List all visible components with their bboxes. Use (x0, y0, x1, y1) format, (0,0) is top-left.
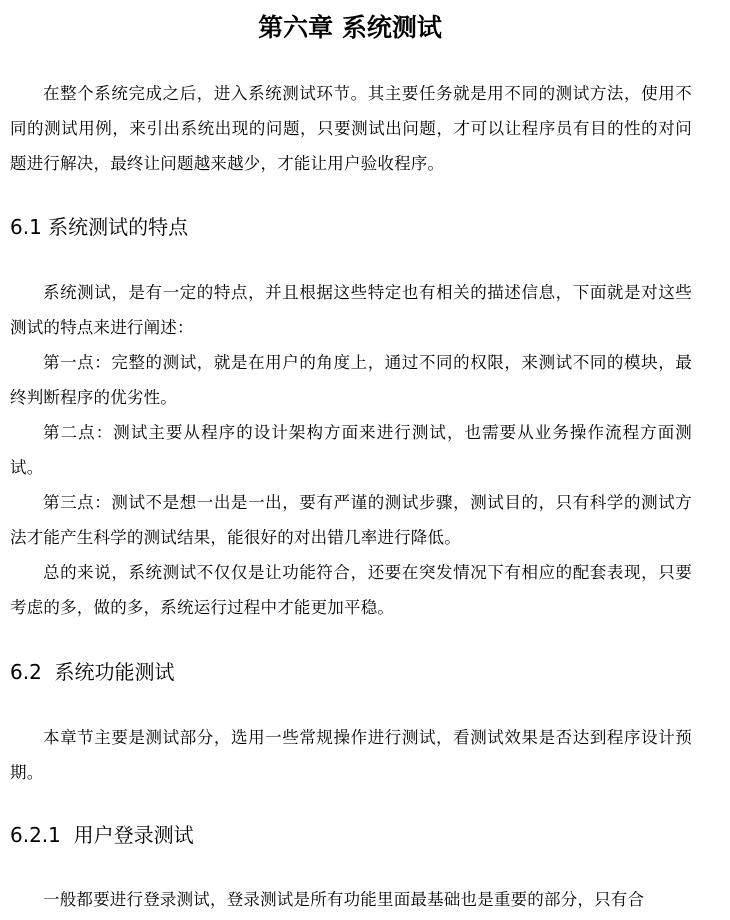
section-6-1-paragraph-1: 系统测试，是有一定的特点，并且根据这些特定也有相关的描述信息，下面就是对这些测试的特点来进行阐述： (10, 283, 692, 337)
section-6-1-paragraph-3: 第二点：测试主要从程序的设计架构方面来进行测试，也需要从业务操作流程方面测试。 (10, 423, 692, 477)
section-6-1-paragraph-4: 第三点：测试不是想一出是一出，要有严谨的测试步骤，测试目的，只有科学的测试方法才能产生科学的测试结果，能很好的对出错几率进行降低。 (10, 493, 692, 547)
section-heading-6-2-1: 6.2.1 用户登录测试 (10, 823, 194, 847)
section-heading-6-1: 6.1 系统测试的特点 (10, 215, 189, 239)
chapter-intro-paragraph: 在整个系统完成之后，进入系统测试环节。其主要任务就是用不同的测试方法，使用不同的测试用例，来引出系统出现的问题，只要测试出问题，才可以让程序员有目的性的对问题进行解决，最终让问题越来越少，才能让用户验收程序。 (10, 84, 692, 173)
section-6-1-paragraph-2: 第一点：完整的测试，就是在用户的角度上，通过不同的权限，来测试不同的模块，最终判断程序的优劣性。 (10, 353, 692, 407)
section-6-2-paragraph: 本章节主要是测试部分，选用一些常规操作进行测试，看测试效果是否达到程序设计预期。 (10, 728, 692, 782)
chapter-title: 第六章 系统测试 (258, 13, 442, 42)
section-6-1-paragraph-5: 总的来说，系统测试不仅仅是让功能符合，还要在突发情况下有相应的配套表现，只要考虑的多，做的多，系统运行过程中才能更加平稳。 (10, 563, 692, 617)
section-6-2-1-paragraph: 一般都要进行登录测试，登录测试是所有功能里面最基础也是重要的部分，只有合 (43, 890, 645, 909)
section-heading-6-2: 6.2 系统功能测试 (10, 660, 175, 684)
